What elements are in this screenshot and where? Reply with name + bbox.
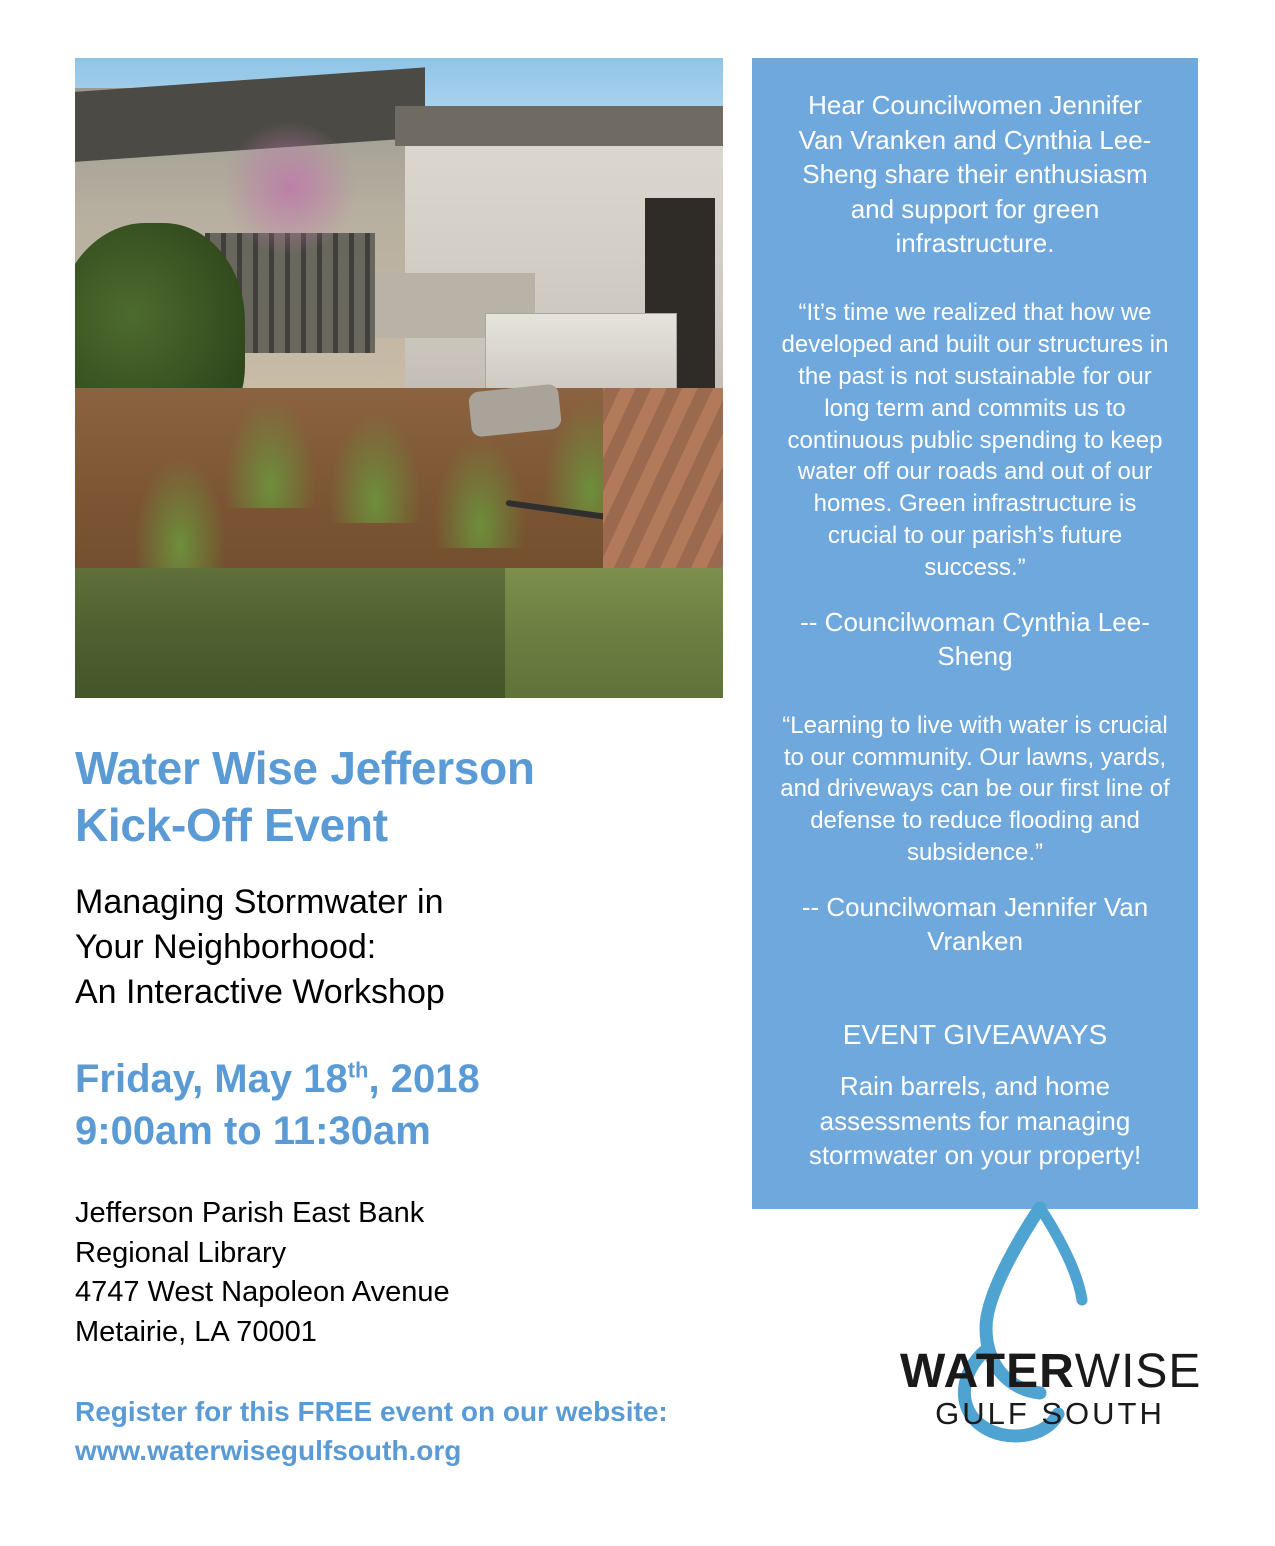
subtitle-line-1: Managing Stormwater in xyxy=(75,883,444,922)
photo-blossom-tree xyxy=(225,118,355,258)
sidebar-attribution-van-vranken: -- Councilwoman Jennifer Van Vranken xyxy=(801,892,1149,956)
event-date-text: Friday, May 18 xyxy=(75,1056,348,1101)
sidebar-quote-van-vranken: “Learning to live with water is crucial to our community. Our lawns, yards, and driveways can be our first line of defense to reduce flooding and subsidence.” xyxy=(780,711,1170,867)
venue-line-3: 4747 West Napoleon Avenue xyxy=(75,1276,450,1309)
event-datetime xyxy=(75,1053,725,1159)
photo-roof-right xyxy=(395,106,723,146)
venue-line-2: Regional Library xyxy=(75,1236,287,1269)
logo-word-wise: WISE xyxy=(1074,1345,1202,1398)
event-date xyxy=(75,1057,480,1101)
subtitle xyxy=(75,880,725,1015)
registration-note xyxy=(75,1392,725,1470)
sidebar-attribution-lee-sheng: -- Councilwoman Cynthia Lee-Sheng xyxy=(800,607,1150,671)
event-date-ordinal: th xyxy=(347,1057,369,1083)
venue-line-1: Jefferson Parish East Bank xyxy=(75,1197,425,1230)
event-year: , 2018 xyxy=(368,1056,480,1101)
photo-grass-clump xyxy=(435,438,525,548)
subtitle-line-2: Your Neighborhood: xyxy=(75,927,377,966)
photo-grass-clump xyxy=(330,413,420,523)
register-website-link[interactable]: www.waterwisegulfsouth.org xyxy=(75,1435,462,1467)
sidebar-giveaways-body: Rain barrels, and home assessments for managing stormwater on your property! xyxy=(808,1071,1142,1171)
logo-word-water: WATER xyxy=(900,1345,1075,1398)
subtitle-line-3: An Interactive Workshop xyxy=(75,972,445,1011)
sidebar-giveaways-title: EVENT GIVEAWAYS xyxy=(842,1018,1108,1050)
register-call-to-action: Register for this FREE event on our website: xyxy=(75,1396,668,1428)
title-line-1: Water Wise Jefferson xyxy=(75,742,535,794)
sidebar-quote-lee-sheng: “It’s time we realized that how we developed and built our structures in the past is not sustainable for our long term and commits us to continuous public spending to keep water off our roads and out of our homes. Green infrastructure is crucial to our parish’s future success.” xyxy=(781,298,1169,582)
photo-grass-clump xyxy=(225,398,315,508)
page-title xyxy=(75,740,725,854)
photo-lawn-shadow xyxy=(75,568,505,698)
left-column xyxy=(75,58,725,1470)
title-line-2: Kick-Off Event xyxy=(75,799,388,852)
logo-word-gulf-south: GULF SOUTH xyxy=(935,1396,1165,1431)
sidebar-intro: Hear Councilwomen Jennifer Van Vranken and Cynthia Lee-Sheng share their enthusiasm and support for green infrastructure. xyxy=(798,90,1152,259)
event-time: 9:00am to 11:30am xyxy=(75,1109,431,1154)
waterwise-logo xyxy=(890,1200,1210,1450)
sidebar-panel xyxy=(752,58,1198,1209)
photo-grass-clump xyxy=(135,458,225,568)
event-address xyxy=(75,1194,725,1352)
rain-garden-photo xyxy=(75,58,723,698)
venue-line-4: Metairie, LA 70001 xyxy=(75,1315,317,1348)
logo-wordmark xyxy=(900,1345,1202,1431)
